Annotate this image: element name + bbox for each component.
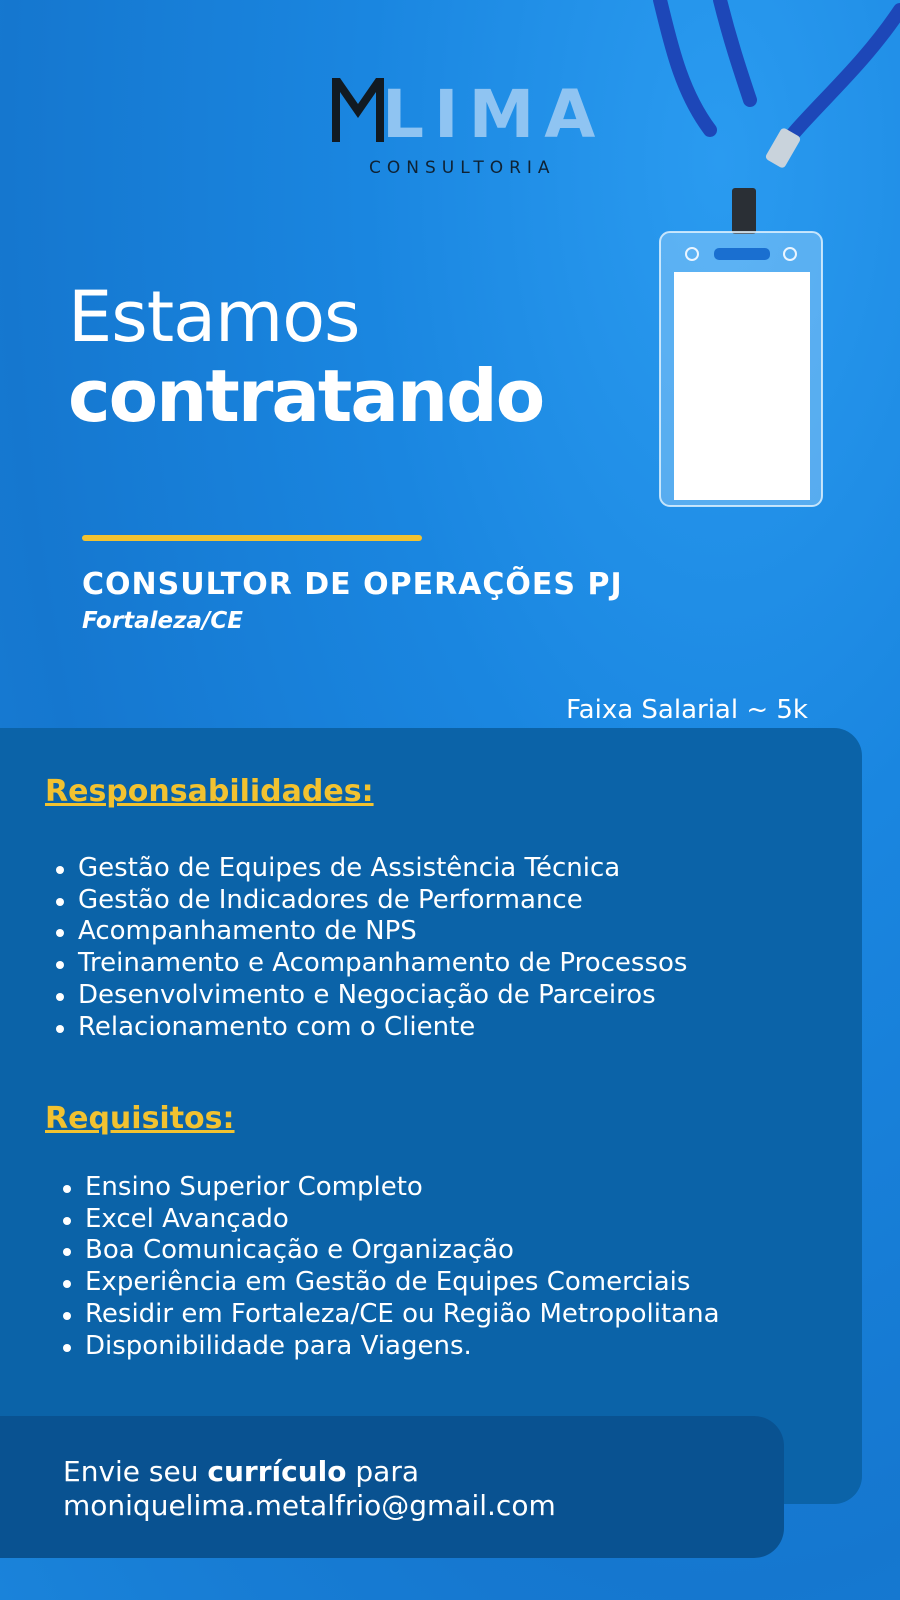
list-item: Disponibilidade para Viagens.	[63, 1331, 720, 1363]
accent-divider	[82, 535, 422, 541]
responsibilities-heading: Responsabilidades:	[45, 774, 374, 809]
list-item: Boa Comunicação e Organização	[63, 1235, 720, 1267]
list-item: Excel Avançado	[63, 1204, 720, 1236]
job-title: CONSULTOR DE OPERAÇÕES PJ	[82, 567, 623, 602]
list-item: Gestão de Indicadores de Performance	[56, 885, 687, 917]
logo-name: LIMA	[382, 76, 606, 153]
contact-panel	[0, 1416, 784, 1558]
logo-subtitle: CONSULTORIA	[369, 158, 556, 178]
contact-instruction	[63, 1455, 420, 1488]
requirements-list	[63, 1172, 720, 1362]
salary-range: Faixa Salarial ~ 5k	[566, 695, 808, 725]
job-location: Fortaleza/CE	[82, 608, 243, 634]
contact-suffix: para	[346, 1455, 420, 1488]
id-badge-illustration	[640, 0, 900, 520]
list-item: Desenvolvimento e Negociação de Parceiros	[56, 980, 687, 1012]
hero-title-line1: Estamos	[68, 276, 360, 358]
list-item: Gestão de Equipes de Assistência Técnica	[56, 853, 687, 885]
contact-email[interactable]: moniquelima.metalfrio@gmail.com	[63, 1489, 556, 1522]
responsibilities-list	[56, 853, 687, 1043]
list-item: Experiência em Gestão de Equipes Comerciais	[63, 1267, 720, 1299]
list-item: Residir em Fortaleza/CE ou Região Metropolitana	[63, 1299, 720, 1331]
list-item: Ensino Superior Completo	[63, 1172, 720, 1204]
company-logo	[332, 76, 606, 188]
logo-m-mark	[332, 78, 384, 146]
list-item: Acompanhamento de NPS	[56, 916, 687, 948]
contact-prefix: Envie seu	[63, 1455, 208, 1488]
contact-emphasis: currículo	[207, 1455, 347, 1488]
list-item: Relacionamento com o Cliente	[56, 1012, 687, 1044]
hero-title-line2: contratando	[68, 354, 544, 438]
list-item: Treinamento e Acompanhamento de Processos	[56, 948, 687, 980]
requirements-heading: Requisitos:	[45, 1101, 235, 1136]
